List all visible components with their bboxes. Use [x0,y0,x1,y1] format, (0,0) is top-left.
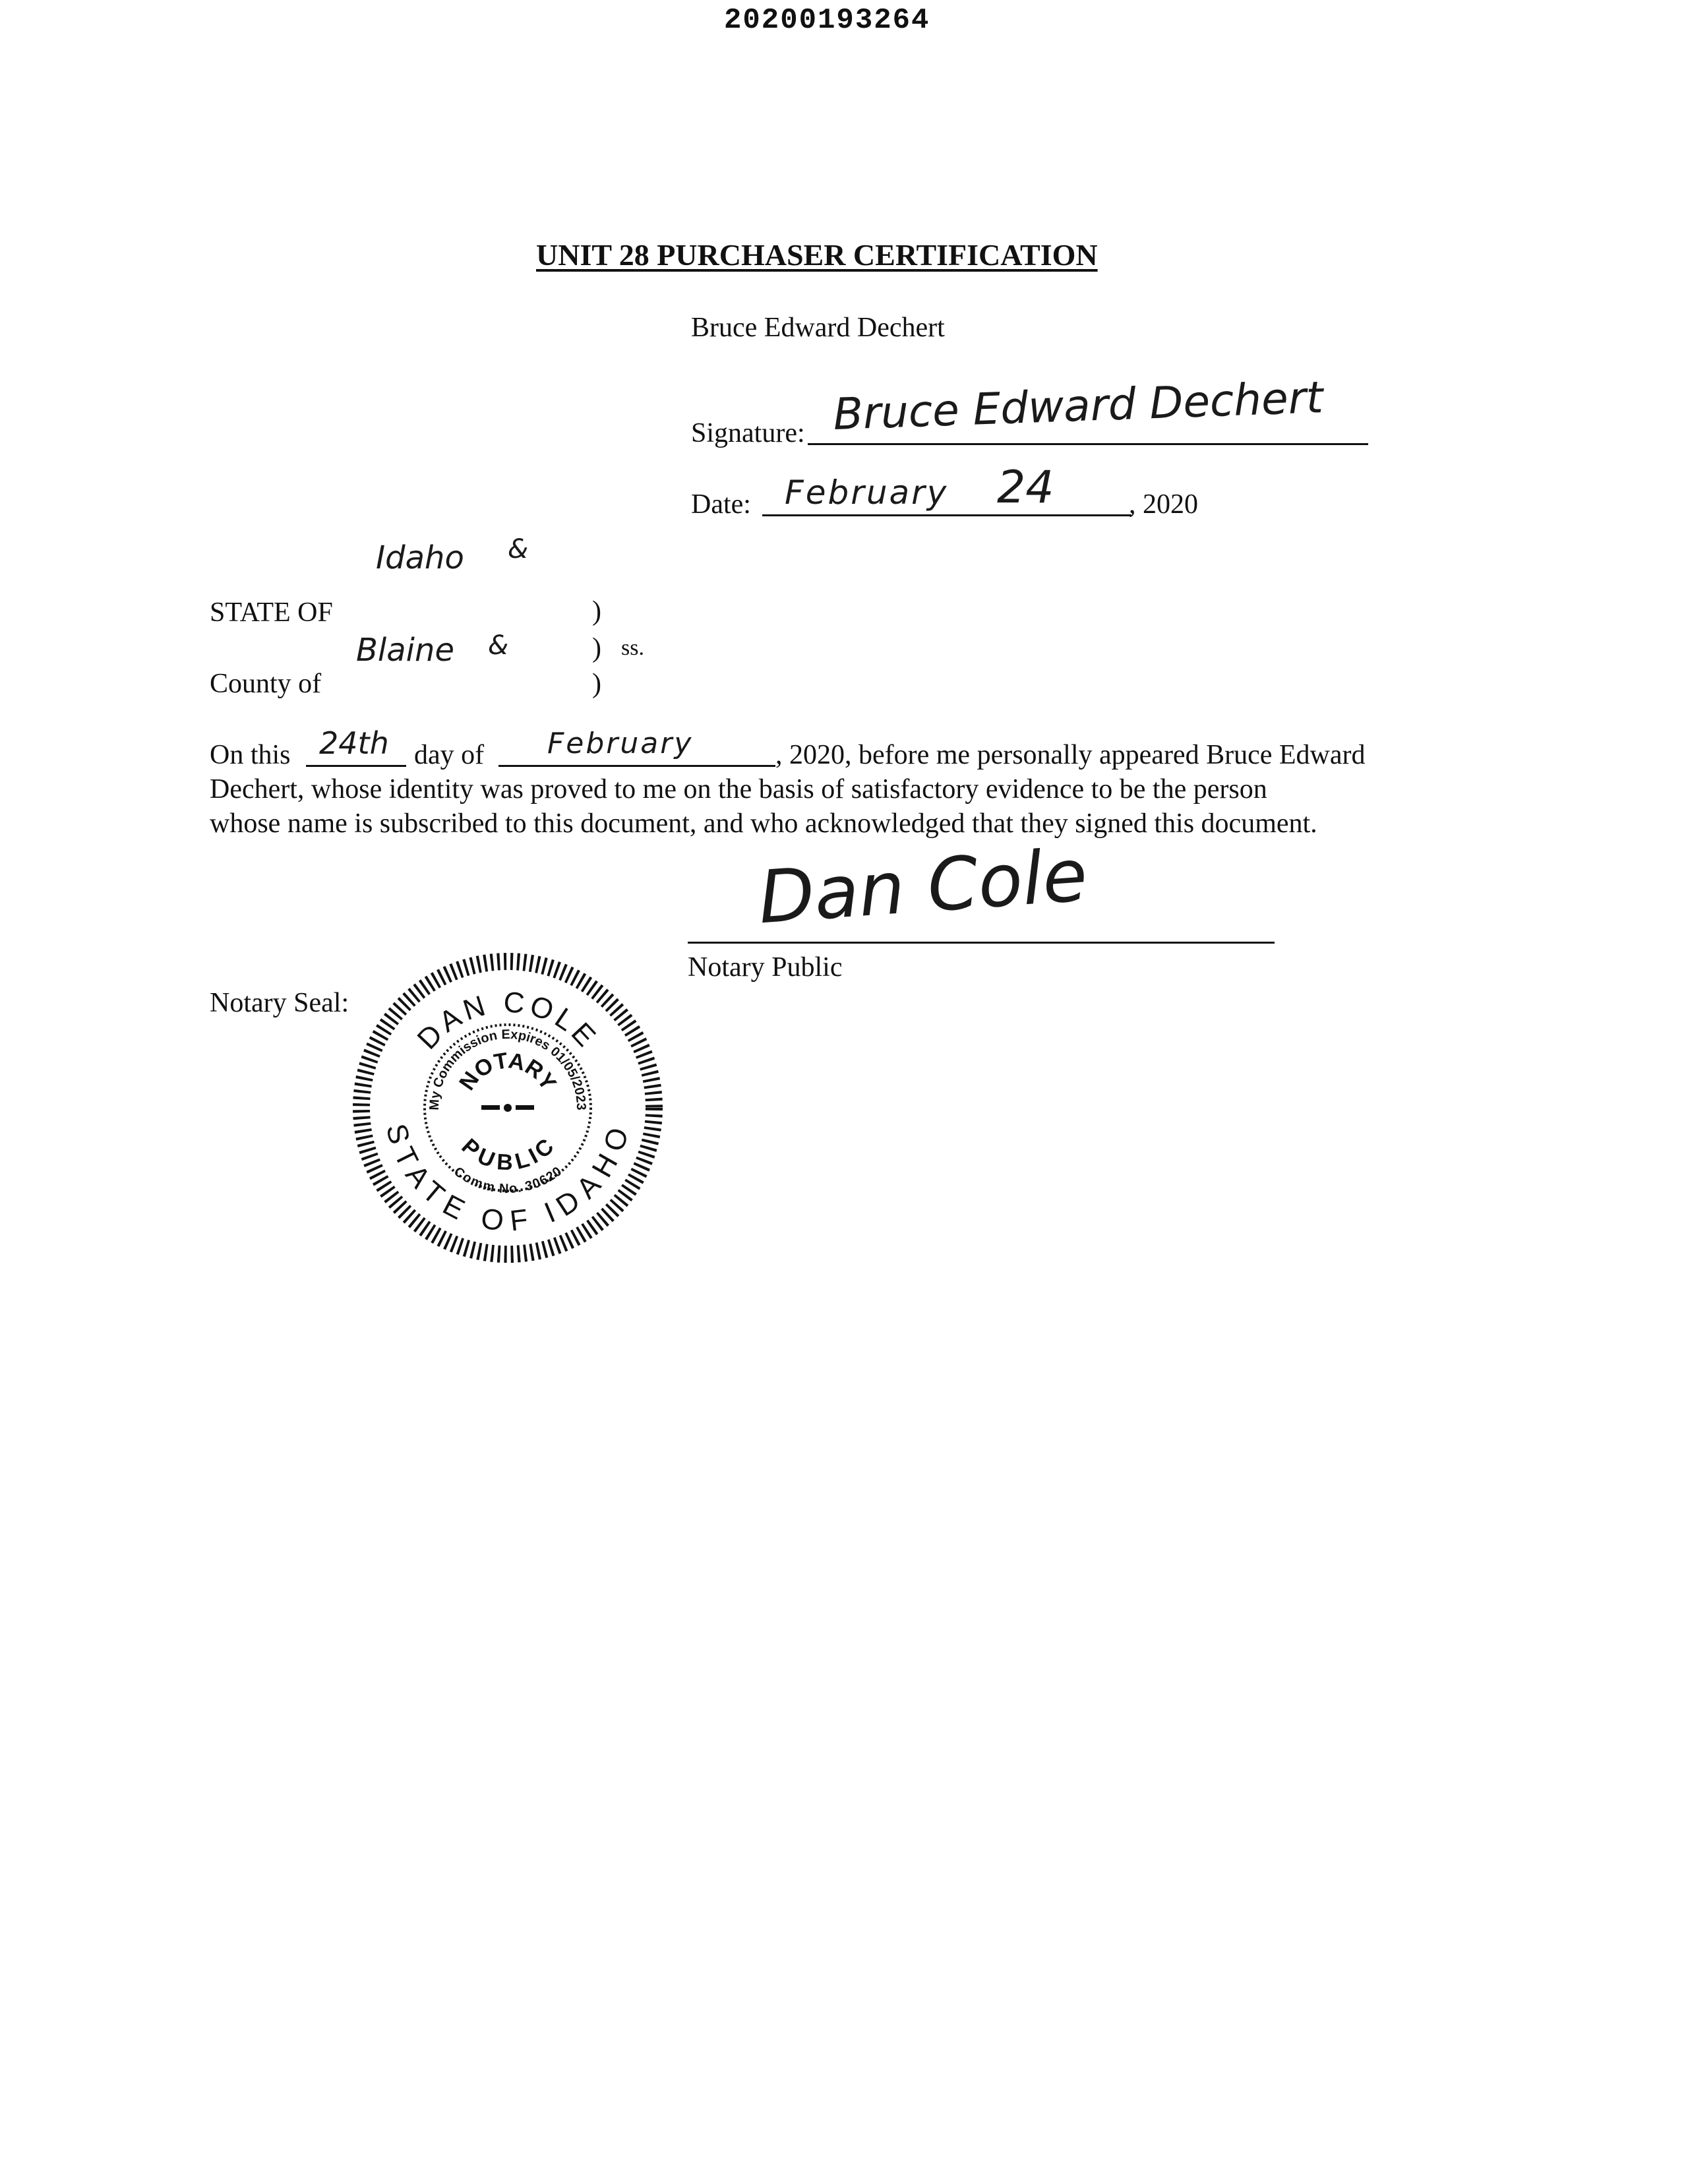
date-line [762,514,1131,516]
ack-line2: Dechert, whose identity was proved to me on the basis of satisfactory evidence to be the person [210,774,1267,804]
signature-label: Signature: [691,418,805,448]
ack-line3: whose name is subscribed to this document, and who acknowledged that they signed this document. [210,808,1317,839]
seal-center-top: NOTARY [454,1048,561,1095]
ack-day-line [306,765,406,767]
county-initials: & [488,630,509,661]
notary-signature-line [688,942,1275,944]
ack-month-line [498,765,775,767]
seal-comm-no: Comm No. 30620 [451,1164,564,1196]
ack-day-handwritten: 24th [319,725,389,761]
date-year: , 2020 [1129,489,1198,520]
seal-commission: My Commission Expires 01/05/2023 [427,1027,589,1111]
seal-state: STATE OF IDAHO [379,1120,636,1238]
paren-2: ) [592,633,601,663]
seal-name: DAN COLE [411,986,605,1056]
paren-3: ) [592,669,601,699]
purchaser-signature: Bruce Edward Dechert [832,372,1324,440]
state-initials: & [508,534,529,564]
date-day-handwritten: 24 [997,462,1054,514]
paren-1: ) [592,596,601,626]
ack-month-handwritten: February [547,727,694,760]
state-handwritten: Idaho [376,539,464,576]
seal-center-bottom: PUBLIC [456,1134,559,1176]
date-label: Date: [691,489,751,520]
ack-line1-rest: , 2020, before me personally appeared Bruce Edward [775,740,1366,770]
notary-seal-label: Notary Seal: [210,988,349,1018]
ack-on-this: On this [210,740,291,770]
page-title: UNIT 28 PURCHASER CERTIFICATION [536,238,1098,272]
county-label: County of [210,669,322,699]
notary-public-label: Notary Public [688,952,843,983]
purchaser-name: Bruce Edward Dechert [691,313,945,343]
notary-signature: Dan Cole [756,832,1090,940]
signature-line [808,443,1368,445]
state-label: STATE OF [210,597,333,628]
county-handwritten: Blaine [356,632,454,669]
ss-label: ss. [621,636,644,660]
document-number: 20200193264 [724,4,930,37]
seal-center-mark [481,1104,534,1112]
ack-day-of: day of [414,740,485,770]
date-month-handwritten: February [785,473,949,512]
notary-seal [349,950,666,1266]
